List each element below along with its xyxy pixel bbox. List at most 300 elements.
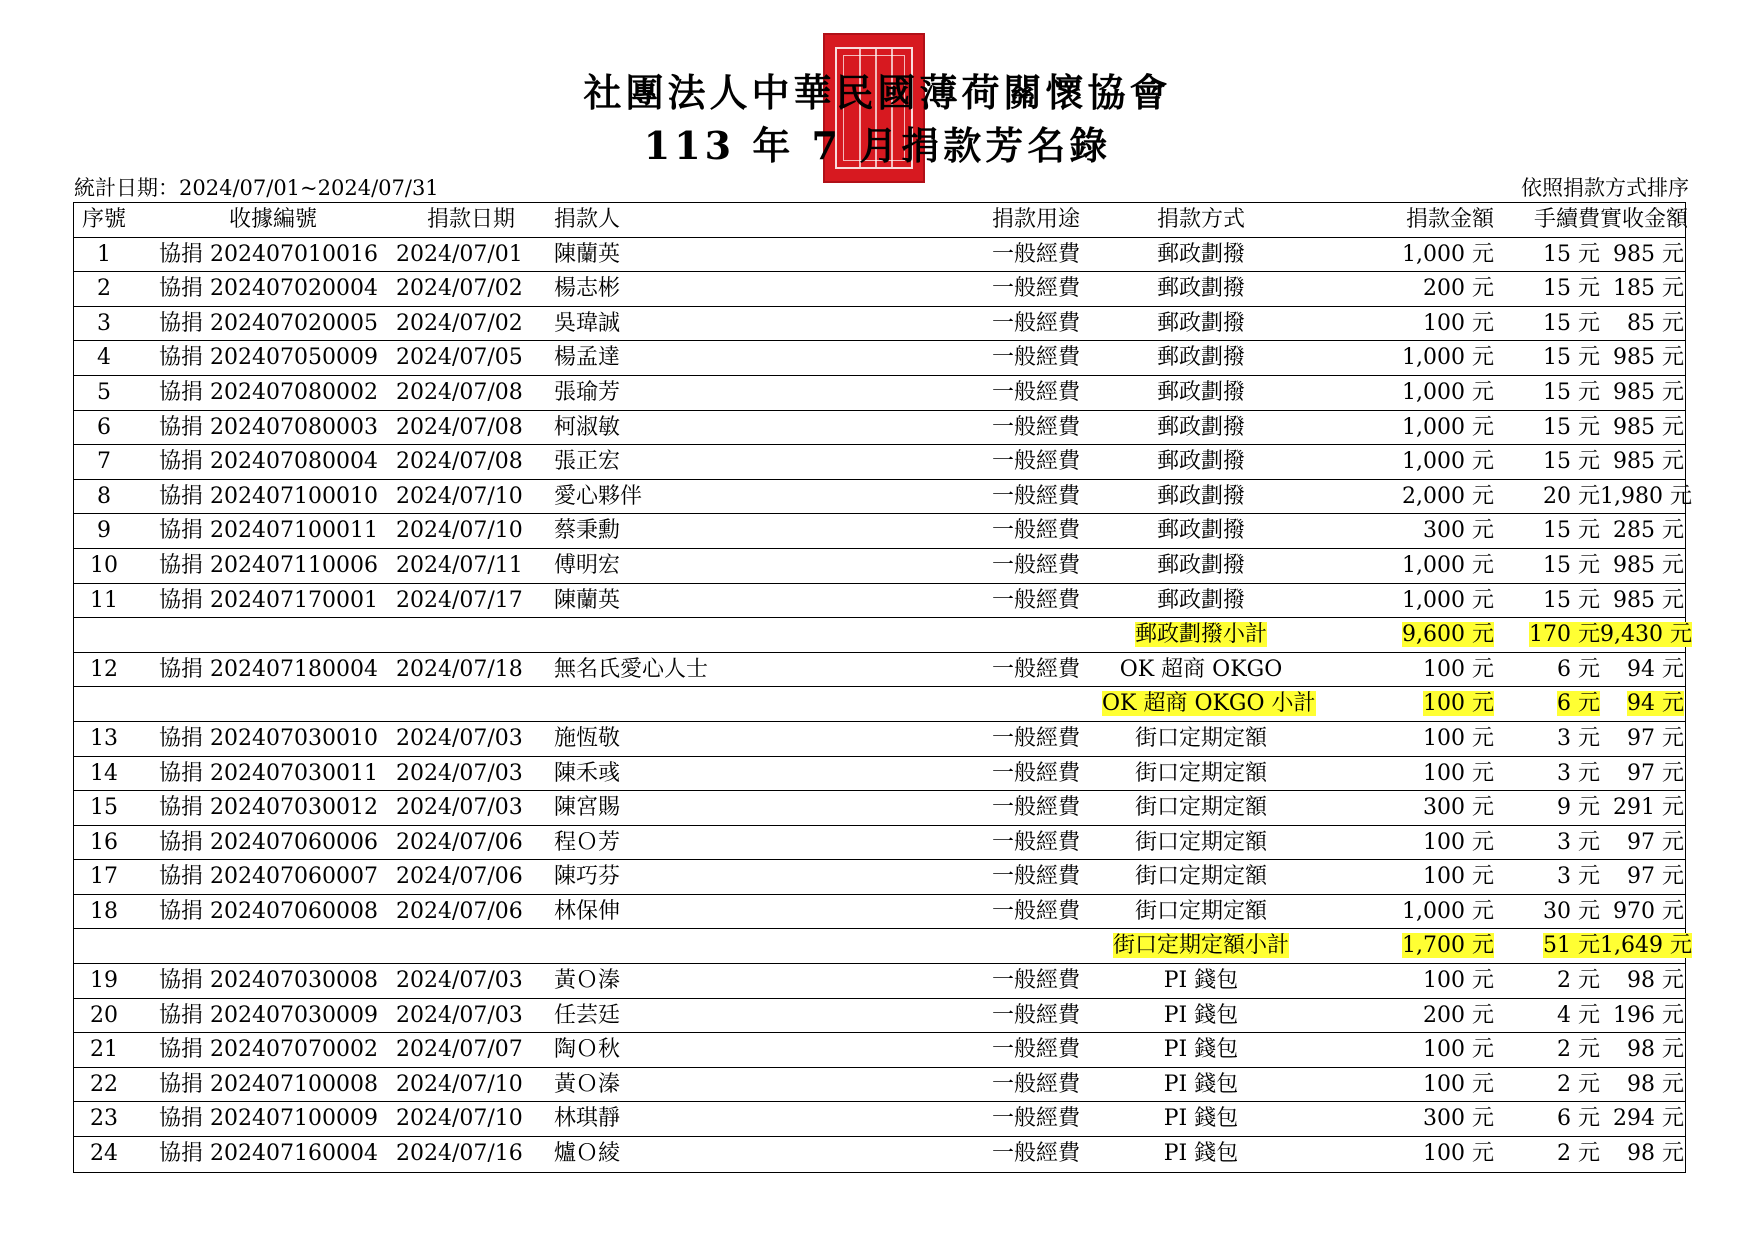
cell-net-wrap (1600, 480, 1692, 513)
cell-donor-wrap (554, 826, 620, 859)
cell-method-wrap (1102, 1102, 1300, 1135)
cell-date-wrap (396, 653, 523, 686)
cell-net: 985 元 (1613, 345, 1684, 371)
cell-index: 21 (90, 1037, 118, 1063)
cell-fee-wrap (1496, 964, 1600, 997)
cell-date-wrap (396, 999, 523, 1032)
cell-fee: 15 元 (1543, 345, 1600, 371)
cell-fee-wrap (1496, 1102, 1600, 1135)
cell-donor: 愛心夥伴 (554, 483, 643, 509)
cell-donor: 傅明宏 (554, 552, 621, 578)
cell-fee: 15 元 (1543, 518, 1600, 544)
cell-donor-wrap (554, 445, 620, 478)
table-row (74, 964, 1685, 999)
cell-net: 185 元 (1613, 276, 1684, 302)
cell-date: 2024/07/08 (396, 379, 523, 405)
cell-amount: 9,600 元 (1402, 622, 1494, 648)
cell-fee-wrap (1496, 618, 1600, 651)
cell-amount: 1,000 元 (1402, 587, 1494, 613)
cell-fee: 170 元 (1529, 622, 1600, 648)
table-row (74, 653, 1685, 688)
cell-date: 2024/07/10 (396, 483, 523, 509)
cell-donor: 施恆敬 (554, 725, 621, 751)
cell-method-wrap (1102, 584, 1300, 617)
cell-net-wrap (1600, 895, 1684, 928)
cell-amount-wrap (1300, 445, 1494, 478)
cell-date-wrap (396, 791, 523, 824)
cell-net-wrap (1600, 1137, 1684, 1170)
table-row (74, 584, 1685, 619)
cell-fee-wrap (1496, 445, 1600, 478)
cell-receipt: 協捐 202407060008 (159, 898, 378, 924)
cell-index-wrap (74, 791, 134, 824)
cell-date: 2024/07/03 (396, 760, 523, 786)
cell-fee: 2 元 (1557, 1141, 1600, 1167)
cell-date-wrap (396, 272, 523, 305)
table-row (74, 480, 1692, 515)
cell-index: 18 (90, 898, 118, 924)
cell-net: 1,980 元 (1600, 483, 1692, 509)
header-net: 實收金額 (1600, 207, 1689, 232)
cell-receipt: 協捐 202407080004 (159, 449, 378, 475)
cell-donor-wrap (554, 722, 620, 755)
cell-net: 985 元 (1613, 379, 1684, 405)
cell-method: 郵政劃撥 (1156, 552, 1245, 578)
cell-method-wrap (1102, 272, 1300, 305)
cell-index: 11 (90, 587, 118, 613)
cell-receipt-wrap (159, 1102, 378, 1135)
cell-index: 7 (97, 449, 111, 475)
cell-receipt: 協捐 202407050009 (159, 345, 378, 371)
cell-date-wrap (396, 341, 523, 374)
cell-index: 9 (97, 518, 111, 544)
cell-fee-wrap (1496, 307, 1600, 340)
cell-receipt: 協捐 202407080002 (159, 379, 378, 405)
cell-net: 985 元 (1613, 587, 1684, 613)
cell-purpose-wrap (964, 1137, 1108, 1170)
cell-donor-wrap (554, 791, 620, 824)
cell-index-wrap (74, 1033, 134, 1066)
cell-receipt-wrap (159, 480, 378, 513)
cell-amount-wrap (1300, 238, 1494, 271)
cell-index-wrap (74, 757, 134, 790)
cell-index: 15 (90, 795, 118, 821)
cell-date-wrap (396, 722, 523, 755)
cell-receipt-wrap (159, 653, 378, 686)
cell-donor: 陳禾彧 (554, 760, 621, 786)
cell-method: 街口定期定額小計 (1112, 933, 1289, 959)
table-row (74, 341, 1685, 376)
cell-receipt: 協捐 202407010016 (159, 241, 378, 267)
cell-date: 2024/07/03 (396, 725, 523, 751)
cell-donor-wrap (554, 999, 620, 1032)
cell-index: 2 (97, 276, 111, 302)
cell-method: OK 超商 OKGO 小計 (1102, 691, 1316, 717)
cell-method: PI 錢包 (1163, 968, 1239, 994)
cell-purpose: 一般經費 (991, 1002, 1080, 1028)
cell-amount: 200 元 (1423, 276, 1494, 302)
cell-date-wrap (396, 1033, 523, 1066)
cell-fee-wrap (1496, 722, 1600, 755)
cell-date: 2024/07/03 (396, 795, 523, 821)
cell-net: 985 元 (1613, 552, 1684, 578)
cell-net-wrap (1600, 618, 1692, 651)
cell-fee-wrap (1496, 514, 1600, 547)
cell-index: 23 (90, 1106, 118, 1132)
cell-receipt: 協捐 202407030008 (159, 968, 378, 994)
cell-method: PI 錢包 (1163, 1071, 1239, 1097)
cell-amount: 300 元 (1423, 795, 1494, 821)
cell-amount-wrap (1300, 272, 1494, 305)
table-row (74, 411, 1685, 446)
cell-fee-wrap (1496, 238, 1600, 271)
cell-receipt-wrap (159, 722, 378, 755)
cell-fee: 2 元 (1557, 968, 1600, 994)
cell-receipt: 協捐 202407110006 (159, 552, 378, 578)
cell-date-wrap (396, 1137, 523, 1170)
cell-purpose-wrap (964, 757, 1108, 790)
cell-index: 17 (90, 864, 118, 890)
cell-index: 22 (90, 1071, 118, 1097)
cell-donor-wrap (554, 860, 620, 893)
cell-purpose: 一般經費 (991, 829, 1080, 855)
cell-purpose-wrap (964, 860, 1108, 893)
cell-fee-wrap (1496, 1137, 1600, 1170)
header-date: 捐款日期 (426, 207, 515, 232)
cell-fee: 3 元 (1557, 725, 1600, 751)
cell-index: 12 (90, 656, 118, 682)
cell-donor-wrap (554, 895, 620, 928)
cell-index-wrap (74, 999, 134, 1032)
cell-method: 郵政劃撥 (1156, 345, 1245, 371)
cell-fee-wrap (1496, 376, 1600, 409)
cell-purpose-wrap (964, 653, 1108, 686)
cell-index: 24 (90, 1141, 118, 1167)
cell-purpose-wrap (964, 722, 1108, 755)
cell-method: 郵政劃撥 (1156, 379, 1245, 405)
cell-fee: 15 元 (1543, 379, 1600, 405)
cell-purpose: 一般經費 (991, 1141, 1080, 1167)
cell-purpose-wrap (964, 964, 1108, 997)
cell-receipt: 協捐 202407170001 (159, 587, 378, 613)
cell-method-wrap (1102, 411, 1300, 444)
cell-date: 2024/07/11 (396, 552, 523, 578)
cell-net-wrap (1600, 1102, 1684, 1135)
cell-index: 3 (97, 310, 111, 336)
cell-donor-wrap (554, 1068, 620, 1101)
cell-net: 9,430 元 (1600, 622, 1692, 648)
cell-fee: 3 元 (1557, 829, 1600, 855)
cell-date: 2024/07/06 (396, 898, 523, 924)
table-row (74, 757, 1685, 792)
cell-purpose: 一般經費 (991, 725, 1080, 751)
cell-donor: 林保伸 (554, 898, 621, 924)
cell-amount-wrap (1300, 722, 1494, 755)
cell-amount-wrap (1300, 791, 1494, 824)
cell-fee-wrap (1496, 687, 1600, 720)
cell-method-wrap (1102, 307, 1300, 340)
cell-index: 13 (90, 725, 118, 751)
cell-date: 2024/07/06 (396, 829, 523, 855)
cell-date-wrap (396, 757, 523, 790)
cell-receipt-wrap (159, 238, 378, 271)
cell-method-wrap (1102, 860, 1300, 893)
cell-amount-wrap (1300, 1068, 1494, 1101)
date-range: 統計日期：2024/07/01~2024/07/31 (74, 176, 439, 200)
cell-amount-wrap (1300, 687, 1494, 720)
cell-amount: 2,000 元 (1402, 483, 1494, 509)
cell-amount: 100 元 (1423, 691, 1494, 717)
cell-method: 郵政劃撥小計 (1134, 622, 1267, 648)
sort-note: 依照捐款方式排序 (1521, 176, 1689, 200)
cell-receipt: 協捐 202407100008 (159, 1071, 378, 1097)
cell-method: PI 錢包 (1163, 1002, 1239, 1028)
cell-date: 2024/07/08 (396, 449, 523, 475)
cell-method-wrap (1102, 1068, 1300, 1101)
cell-fee: 6 元 (1557, 691, 1600, 717)
cell-amount-wrap (1300, 860, 1494, 893)
cell-receipt: 協捐 202407060007 (159, 864, 378, 890)
cell-date: 2024/07/10 (396, 1106, 523, 1132)
cell-amount: 1,000 元 (1402, 345, 1494, 371)
cell-purpose: 一般經費 (991, 241, 1080, 267)
cell-net-wrap (1600, 445, 1684, 478)
table-row (74, 272, 1685, 307)
cell-receipt: 協捐 202407100009 (159, 1106, 378, 1132)
cell-receipt-wrap (159, 791, 378, 824)
cell-method-wrap (1102, 1033, 1300, 1066)
cell-date: 2024/07/03 (396, 968, 523, 994)
cell-donor: 蔡秉勳 (554, 518, 621, 544)
cell-method-wrap (1102, 445, 1300, 478)
cell-amount-wrap (1300, 1033, 1494, 1066)
cell-index-wrap (74, 307, 134, 340)
cell-purpose-wrap (964, 514, 1108, 547)
cell-method-wrap (1102, 929, 1300, 962)
header-donor: 捐款人 (554, 207, 621, 232)
cell-donor: 張瑜芳 (554, 379, 621, 405)
cell-amount: 100 元 (1423, 1071, 1494, 1097)
cell-date: 2024/07/05 (396, 345, 523, 371)
cell-date-wrap (396, 895, 523, 928)
cell-net: 970 元 (1613, 898, 1684, 924)
cell-net: 98 元 (1627, 968, 1684, 994)
cell-amount: 300 元 (1423, 518, 1494, 544)
cell-net-wrap (1600, 964, 1684, 997)
cell-date: 2024/07/06 (396, 864, 523, 890)
table-row (74, 860, 1685, 895)
cell-net-wrap (1600, 1033, 1684, 1066)
cell-fee: 15 元 (1543, 414, 1600, 440)
cell-donor: 黃Ｏ溱 (554, 968, 621, 994)
cell-date-wrap (396, 514, 523, 547)
cell-index-wrap (74, 1068, 134, 1101)
cell-date: 2024/07/10 (396, 1071, 523, 1097)
cell-purpose-wrap (964, 376, 1108, 409)
cell-index: 4 (97, 345, 111, 371)
cell-index-wrap (74, 480, 134, 513)
cell-method-wrap (1102, 895, 1300, 928)
cell-date-wrap (396, 584, 523, 617)
cell-date: 2024/07/02 (396, 310, 523, 336)
cell-method-wrap (1102, 341, 1300, 374)
cell-purpose-wrap (964, 238, 1108, 271)
cell-donor-wrap (554, 1137, 620, 1170)
cell-purpose-wrap (964, 445, 1108, 478)
header-index: 序號 (81, 207, 126, 232)
cell-donor-wrap (554, 584, 620, 617)
cell-donor-wrap (554, 341, 620, 374)
cell-amount: 100 元 (1423, 968, 1494, 994)
cell-receipt-wrap (159, 272, 378, 305)
cell-amount-wrap (1300, 757, 1494, 790)
cell-fee: 6 元 (1557, 1106, 1600, 1132)
cell-net: 94 元 (1627, 691, 1684, 717)
cell-net-wrap (1600, 584, 1684, 617)
cell-amount: 100 元 (1423, 760, 1494, 786)
cell-donor-wrap (554, 376, 620, 409)
cell-receipt-wrap (159, 514, 378, 547)
cell-index-wrap (74, 1137, 134, 1170)
cell-date-wrap (396, 1102, 523, 1135)
cell-fee-wrap (1496, 584, 1600, 617)
cell-fee-wrap (1496, 549, 1600, 582)
header-amount: 捐款金額 (1405, 207, 1494, 232)
cell-date-wrap (396, 1068, 523, 1101)
cell-receipt-wrap (159, 584, 378, 617)
cell-amount-wrap (1300, 1137, 1494, 1170)
cell-net: 98 元 (1627, 1037, 1684, 1063)
cell-amount-wrap (1300, 1102, 1494, 1135)
subtotal-row (74, 618, 1692, 653)
cell-receipt: 協捐 202407160004 (159, 1141, 378, 1167)
cell-net: 97 元 (1627, 864, 1684, 890)
cell-purpose-wrap (964, 1033, 1108, 1066)
cell-method: 街口定期定額 (1134, 829, 1267, 855)
cell-amount: 1,000 元 (1402, 449, 1494, 475)
cell-receipt: 協捐 202407020004 (159, 276, 378, 302)
cell-net-wrap (1600, 411, 1684, 444)
cell-net-wrap (1600, 687, 1684, 720)
cell-net-wrap (1600, 549, 1684, 582)
cell-method: PI 錢包 (1163, 1141, 1239, 1167)
cell-net: 85 元 (1627, 310, 1684, 336)
cell-purpose: 一般經費 (991, 1106, 1080, 1132)
cell-donor-wrap (554, 757, 620, 790)
document-title: 社團法人中華民國薄荷關懷協會 (583, 70, 1172, 115)
cell-net: 196 元 (1613, 1002, 1684, 1028)
cell-method-wrap (1102, 376, 1300, 409)
cell-receipt: 協捐 202407180004 (159, 656, 378, 682)
cell-amount: 100 元 (1423, 656, 1494, 682)
cell-amount-wrap (1300, 618, 1494, 651)
cell-method: 郵政劃撥 (1156, 518, 1245, 544)
table-row (74, 1033, 1685, 1068)
cell-method-wrap (1102, 480, 1300, 513)
cell-purpose: 一般經費 (991, 310, 1080, 336)
cell-index-wrap (74, 722, 134, 755)
cell-donor: 黃Ｏ溱 (554, 1071, 621, 1097)
cell-amount-wrap (1300, 964, 1494, 997)
cell-receipt-wrap (159, 757, 378, 790)
cell-fee-wrap (1496, 1068, 1600, 1101)
cell-method-wrap (1102, 1137, 1300, 1170)
cell-fee: 4 元 (1557, 1002, 1600, 1028)
cell-purpose: 一般經費 (991, 379, 1080, 405)
cell-purpose-wrap (964, 341, 1108, 374)
cell-index-wrap (74, 445, 134, 478)
cell-net: 94 元 (1627, 656, 1684, 682)
cell-fee: 15 元 (1543, 241, 1600, 267)
cell-amount: 100 元 (1423, 864, 1494, 890)
cell-method-wrap (1102, 618, 1300, 651)
cell-net-wrap (1600, 514, 1684, 547)
cell-donor: 楊孟達 (554, 345, 621, 371)
cell-date-wrap (396, 376, 523, 409)
cell-fee: 30 元 (1543, 898, 1600, 924)
table-row (74, 514, 1685, 549)
cell-date: 2024/07/02 (396, 276, 523, 302)
cell-purpose: 一般經費 (991, 518, 1080, 544)
cell-donor-wrap (554, 514, 620, 547)
cell-receipt-wrap (159, 411, 378, 444)
header-receipt: 收據編號 (228, 207, 317, 232)
cell-index: 10 (90, 552, 118, 578)
cell-net-wrap (1600, 757, 1684, 790)
cell-net-wrap (1600, 653, 1684, 686)
cell-net: 97 元 (1627, 829, 1684, 855)
cell-purpose-wrap (964, 549, 1108, 582)
table-row (74, 238, 1685, 273)
cell-method: 郵政劃撥 (1156, 276, 1245, 302)
cell-date: 2024/07/08 (396, 414, 523, 440)
cell-net: 985 元 (1613, 414, 1684, 440)
cell-fee: 3 元 (1557, 760, 1600, 786)
cell-date-wrap (396, 411, 523, 444)
cell-net-wrap (1600, 307, 1684, 340)
cell-donor-wrap (554, 480, 642, 513)
cell-fee-wrap (1496, 895, 1600, 928)
cell-donor: 林琪靜 (554, 1106, 621, 1132)
cell-donor: 陳巧芬 (554, 864, 621, 890)
cell-amount: 100 元 (1423, 310, 1494, 336)
table-row (74, 445, 1685, 480)
cell-method: 街口定期定額 (1134, 795, 1267, 821)
cell-purpose-wrap (964, 480, 1108, 513)
cell-index-wrap (74, 860, 134, 893)
cell-donor: 楊志彬 (554, 276, 621, 302)
cell-donor-wrap (554, 653, 708, 686)
cell-receipt-wrap (159, 964, 378, 997)
cell-purpose: 一般經費 (991, 483, 1080, 509)
cell-fee: 2 元 (1557, 1071, 1600, 1097)
cell-fee-wrap (1496, 480, 1600, 513)
cell-index-wrap (74, 826, 134, 859)
cell-method: 郵政劃撥 (1156, 587, 1245, 613)
cell-receipt: 協捐 202407030011 (159, 760, 378, 786)
cell-purpose: 一般經費 (991, 1037, 1080, 1063)
cell-method: 街口定期定額 (1134, 864, 1267, 890)
cell-purpose: 一般經費 (991, 449, 1080, 475)
cell-net: 98 元 (1627, 1141, 1684, 1167)
table-row (74, 376, 1685, 411)
cell-net-wrap (1600, 376, 1684, 409)
cell-amount-wrap (1300, 307, 1494, 340)
cell-method-wrap (1102, 549, 1300, 582)
cell-receipt-wrap (159, 1033, 378, 1066)
cell-date: 2024/07/01 (396, 241, 523, 267)
cell-method-wrap (1102, 687, 1316, 720)
